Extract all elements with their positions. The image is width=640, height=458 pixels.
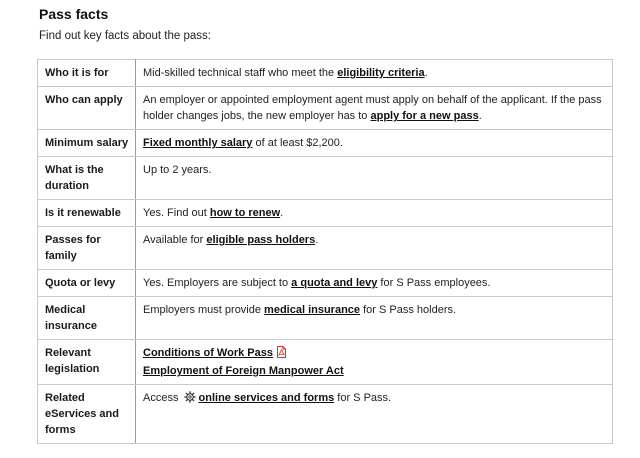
- row-medical-insurance: [38, 297, 613, 340]
- eligibility-criteria-link[interactable]: eligibility criteria: [337, 67, 425, 79]
- value-text: .: [280, 207, 284, 219]
- row-renewable: [38, 200, 613, 227]
- section-subtitle: Find out key facts about the pass:: [39, 30, 211, 42]
- value-text: .: [478, 110, 482, 122]
- row-duration: [38, 157, 613, 200]
- row-value: [136, 385, 613, 444]
- pdf-icon[interactable]: [276, 346, 287, 363]
- value-text: Yes. Employers are subject to: [143, 277, 292, 289]
- fixed-monthly-salary-link[interactable]: Fixed monthly salary: [143, 137, 253, 149]
- value-text: for S Pass.: [334, 392, 392, 404]
- row-value: [136, 270, 613, 297]
- row-label: Who it is for: [38, 60, 136, 87]
- value-text: for S Pass holders.: [360, 304, 457, 316]
- row-label: Passes for family: [38, 227, 136, 270]
- row-label: Relevant legislation: [38, 340, 136, 385]
- row-label: Quota or levy: [38, 270, 136, 297]
- row-value: Up to 2 years.: [136, 157, 613, 200]
- row-label: Medical insurance: [38, 297, 136, 340]
- row-value: [136, 60, 613, 87]
- value-text: Access: [143, 392, 182, 404]
- value-text: .: [424, 67, 428, 79]
- value-text: .: [315, 234, 319, 246]
- value-text: Employers must provide: [143, 304, 265, 316]
- row-who-can-apply: [38, 87, 613, 130]
- pass-facts-table: [37, 59, 613, 444]
- row-label: Related eServices and forms: [38, 385, 136, 444]
- row-value: [136, 87, 613, 130]
- row-value: [136, 297, 613, 340]
- value-text: Yes. Find out: [143, 207, 210, 219]
- conditions-of-work-pass-link[interactable]: Conditions of Work Pass: [143, 347, 273, 359]
- online-services-forms-link[interactable]: online services and forms: [198, 392, 335, 404]
- medical-insurance-link[interactable]: medical insurance: [264, 304, 361, 316]
- row-value: [136, 200, 613, 227]
- eligible-pass-holders-link[interactable]: eligible pass holders: [206, 234, 316, 246]
- legislation-line: [143, 363, 606, 379]
- section-title: Pass facts: [39, 6, 109, 22]
- legislation-line: [143, 345, 606, 363]
- row-label: Minimum salary: [38, 130, 136, 157]
- value-text: Mid-skilled technical staff who meet the: [143, 67, 338, 79]
- row-label: Is it renewable: [38, 200, 136, 227]
- employment-foreign-manpower-act-link[interactable]: Employment of Foreign Manpower Act: [143, 365, 344, 377]
- row-quota-or-levy: [38, 270, 613, 297]
- gear-icon: [184, 391, 196, 408]
- row-minimum-salary: [38, 130, 613, 157]
- row-passes-for-family: [38, 227, 613, 270]
- row-value: [136, 130, 613, 157]
- how-to-renew-link[interactable]: how to renew: [209, 207, 281, 219]
- value-text: of at least $2,200.: [252, 137, 343, 149]
- quota-and-levy-link[interactable]: a quota and levy: [291, 277, 378, 289]
- row-label: What is the duration: [38, 157, 136, 200]
- row-related-eservices: [38, 385, 613, 444]
- apply-new-pass-link[interactable]: apply for a new pass: [370, 110, 479, 122]
- value-text: for S Pass employees.: [377, 277, 491, 289]
- value-text: An employer or appointed employment agent must apply on behalf of the applicant. If the pass holder changes jobs, the new employer has to: [143, 94, 602, 122]
- row-relevant-legislation: [38, 340, 613, 385]
- row-value: [136, 227, 613, 270]
- row-label: Who can apply: [38, 87, 136, 130]
- value-text: Available for: [143, 234, 207, 246]
- row-who-it-is-for: [38, 60, 613, 87]
- row-value: [136, 340, 613, 385]
